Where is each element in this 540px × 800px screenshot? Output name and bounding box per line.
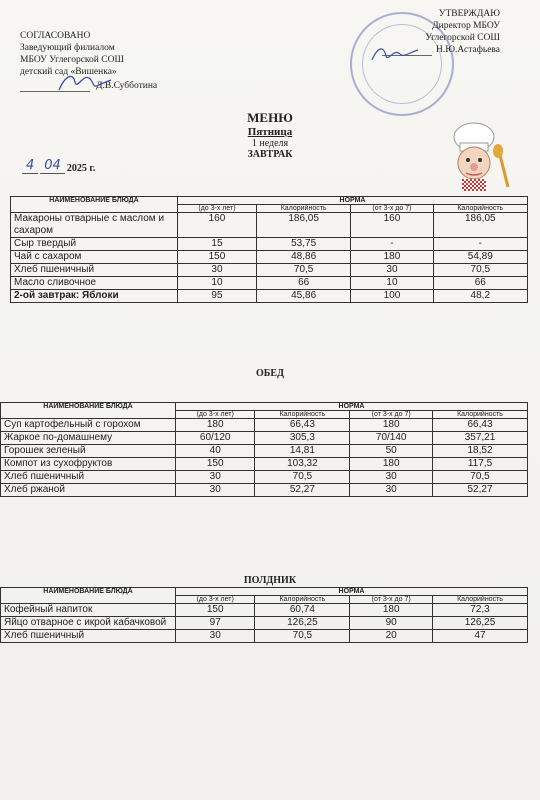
approval-right-heading: УТВЕРЖДАЮ (438, 9, 500, 19)
header-calories-3-7: Калорийность (433, 596, 528, 604)
approval-right-signer: Н.Ю.Астафьева (436, 45, 500, 55)
calories-under-3: 305,3 (255, 432, 350, 445)
breakfast-table (10, 196, 528, 303)
dish-name: Макароны отварные с маслом и сахаром (11, 213, 178, 238)
table-row (1, 445, 528, 458)
table-row (11, 290, 528, 303)
calories-3-7: 18,52 (433, 445, 528, 458)
header-age-under-3: (до 3-х лет) (176, 596, 255, 604)
date-line (22, 158, 95, 174)
portion-under-3: 160 (178, 213, 257, 238)
calories-3-7: 186,05 (433, 213, 527, 238)
calories-under-3: 103,32 (255, 458, 350, 471)
breakfast-title: ЗАВТРАК (247, 149, 293, 160)
header-norm: НОРМА (176, 588, 528, 596)
dish-name: Хлеб пшеничный (11, 264, 178, 277)
approval-right-line2: Углегорской СОШ (425, 33, 500, 43)
calories-3-7: 48,2 (433, 290, 527, 303)
portion-3-7: 70/140 (350, 432, 433, 445)
portion-3-7: 50 (350, 445, 433, 458)
date-day: 4 (22, 158, 38, 174)
breakfast-rows (11, 213, 528, 303)
dish-name: Масло сливочное (11, 277, 178, 290)
approval-left-line3: детский сад «Вишенка» (20, 67, 117, 77)
calories-under-3: 48,86 (256, 251, 350, 264)
date-year: 2025 г. (66, 163, 96, 174)
header-age-3-7: (от 3-х до 7) (350, 596, 433, 604)
header-dish: НАИМЕНОВАНИЕ БЛЮДА (11, 197, 178, 213)
dish-name: Хлеб пшеничный (1, 630, 176, 643)
portion-3-7: 180 (350, 458, 433, 471)
portion-under-3: 60/120 (176, 432, 255, 445)
snack-rows (1, 604, 528, 643)
calories-under-3: 60,74 (255, 604, 350, 617)
approval-left-signer: Д.В.Субботина (96, 81, 158, 91)
snack-table (0, 587, 528, 643)
approval-left-signature-line (20, 80, 220, 92)
table-row (1, 471, 528, 484)
header-norm: НОРМА (178, 197, 528, 205)
dish-name: Яйцо отварное с икрой кабачковой (1, 617, 176, 630)
approval-left-line2: МБОУ Углегорской СОШ (20, 55, 125, 65)
dish-name: Суп картофельный с горохом (1, 419, 176, 432)
portion-under-3: 30 (176, 471, 255, 484)
calories-under-3: 186,05 (256, 213, 350, 238)
dish-name: Горошек зеленый (1, 445, 176, 458)
calories-3-7: 117,5 (433, 458, 528, 471)
portion-under-3: 150 (176, 458, 255, 471)
table-row (1, 604, 528, 617)
portion-under-3: 10 (178, 277, 257, 290)
portion-under-3: 30 (176, 484, 255, 497)
calories-under-3: 70,5 (255, 471, 350, 484)
table-row (1, 617, 528, 630)
portion-3-7: 160 (351, 213, 433, 238)
handwritten-signature-right (370, 42, 420, 66)
date-month: 04 (40, 158, 65, 174)
table-row (11, 277, 528, 290)
portion-3-7: - (351, 238, 433, 251)
approval-left-heading: СОГЛАСОВАНО (20, 31, 91, 41)
lunch-rows (1, 419, 528, 497)
portion-3-7: 30 (351, 264, 433, 277)
week-number: 1 неделя (251, 138, 289, 149)
header-age-3-7: (от 3-х до 7) (351, 205, 433, 213)
table-row (1, 419, 528, 432)
dish-name: Жаркое по-домашнему (1, 432, 176, 445)
dish-name: Чай с сахаром (11, 251, 178, 264)
page-title: МЕНЮ (247, 110, 293, 125)
portion-under-3: 95 (178, 290, 257, 303)
calories-3-7: 357,21 (433, 432, 528, 445)
portion-under-3: 30 (178, 264, 257, 277)
portion-3-7: 30 (350, 484, 433, 497)
calories-3-7: 70,5 (433, 264, 527, 277)
header-dish: НАИМЕНОВАНИЕ БЛЮДА (1, 588, 176, 604)
calories-under-3: 14,81 (255, 445, 350, 458)
handwritten-signature-left (55, 68, 115, 96)
header-calories-3-7: Калорийность (433, 205, 527, 213)
table-row (1, 432, 528, 445)
calories-3-7: - (433, 238, 527, 251)
portion-under-3: 180 (176, 419, 255, 432)
table-row (1, 484, 528, 497)
calories-under-3: 52,27 (255, 484, 350, 497)
portion-3-7: 100 (351, 290, 433, 303)
calories-under-3: 70,5 (255, 630, 350, 643)
portion-under-3: 40 (176, 445, 255, 458)
header-dish: НАИМЕНОВАНИЕ БЛЮДА (1, 403, 176, 419)
snack-title: ПОЛДНИК (243, 575, 297, 586)
weekday: Пятница (247, 126, 293, 138)
header-age-under-3: (до 3-х лет) (178, 205, 257, 213)
calories-3-7: 52,27 (433, 484, 528, 497)
chef-illustration (436, 115, 516, 195)
dish-name: Хлеб ржаной (1, 484, 176, 497)
calories-3-7: 70,5 (433, 471, 528, 484)
header-calories-under-3: Калорийность (256, 205, 350, 213)
header-calories-under-3: Калорийность (255, 411, 350, 419)
calories-under-3: 70,5 (256, 264, 350, 277)
table-row (11, 264, 528, 277)
calories-under-3: 45,86 (256, 290, 350, 303)
table-row (11, 238, 528, 251)
portion-under-3: 30 (176, 630, 255, 643)
lunch-table (0, 402, 528, 497)
portion-3-7: 10 (351, 277, 433, 290)
portion-3-7: 30 (350, 471, 433, 484)
header-age-3-7: (от 3-х до 7) (350, 411, 433, 419)
portion-under-3: 150 (176, 604, 255, 617)
dish-name: 2-ой завтрак: Яблоки (11, 290, 178, 303)
calories-under-3: 53,75 (256, 238, 350, 251)
table-row (1, 630, 528, 643)
header-calories-under-3: Калорийность (255, 596, 350, 604)
table-row (1, 458, 528, 471)
calories-under-3: 66 (256, 277, 350, 290)
calories-3-7: 54,89 (433, 251, 527, 264)
calories-3-7: 66,43 (433, 419, 528, 432)
calories-under-3: 126,25 (255, 617, 350, 630)
calories-3-7: 126,25 (433, 617, 528, 630)
portion-3-7: 180 (351, 251, 433, 264)
portion-under-3: 97 (176, 617, 255, 630)
calories-3-7: 66 (433, 277, 527, 290)
header-calories-3-7: Калорийность (433, 411, 528, 419)
approval-left (20, 30, 220, 92)
lunch-title: ОБЕД (256, 368, 284, 379)
header-age-under-3: (до 3-х лет) (176, 411, 255, 419)
calories-3-7: 72,3 (433, 604, 528, 617)
portion-3-7: 180 (350, 419, 433, 432)
dish-name: Компот из сухофруктов (1, 458, 176, 471)
dish-name: Хлеб пшеничный (1, 471, 176, 484)
calories-under-3: 66,43 (255, 419, 350, 432)
header-norm: НОРМА (176, 403, 528, 411)
portion-under-3: 150 (178, 251, 257, 264)
approval-right-line1: Директор МБОУ (432, 21, 500, 31)
calories-3-7: 47 (433, 630, 528, 643)
dish-name: Кофейный напиток (1, 604, 176, 617)
portion-3-7: 20 (350, 630, 433, 643)
approval-left-line1: Заведующий филиалом (20, 43, 115, 53)
portion-under-3: 15 (178, 238, 257, 251)
title-block (180, 110, 360, 160)
dish-name: Сыр твердый (11, 238, 178, 251)
portion-3-7: 180 (350, 604, 433, 617)
table-row (11, 251, 528, 264)
portion-3-7: 90 (350, 617, 433, 630)
table-row (11, 213, 528, 238)
